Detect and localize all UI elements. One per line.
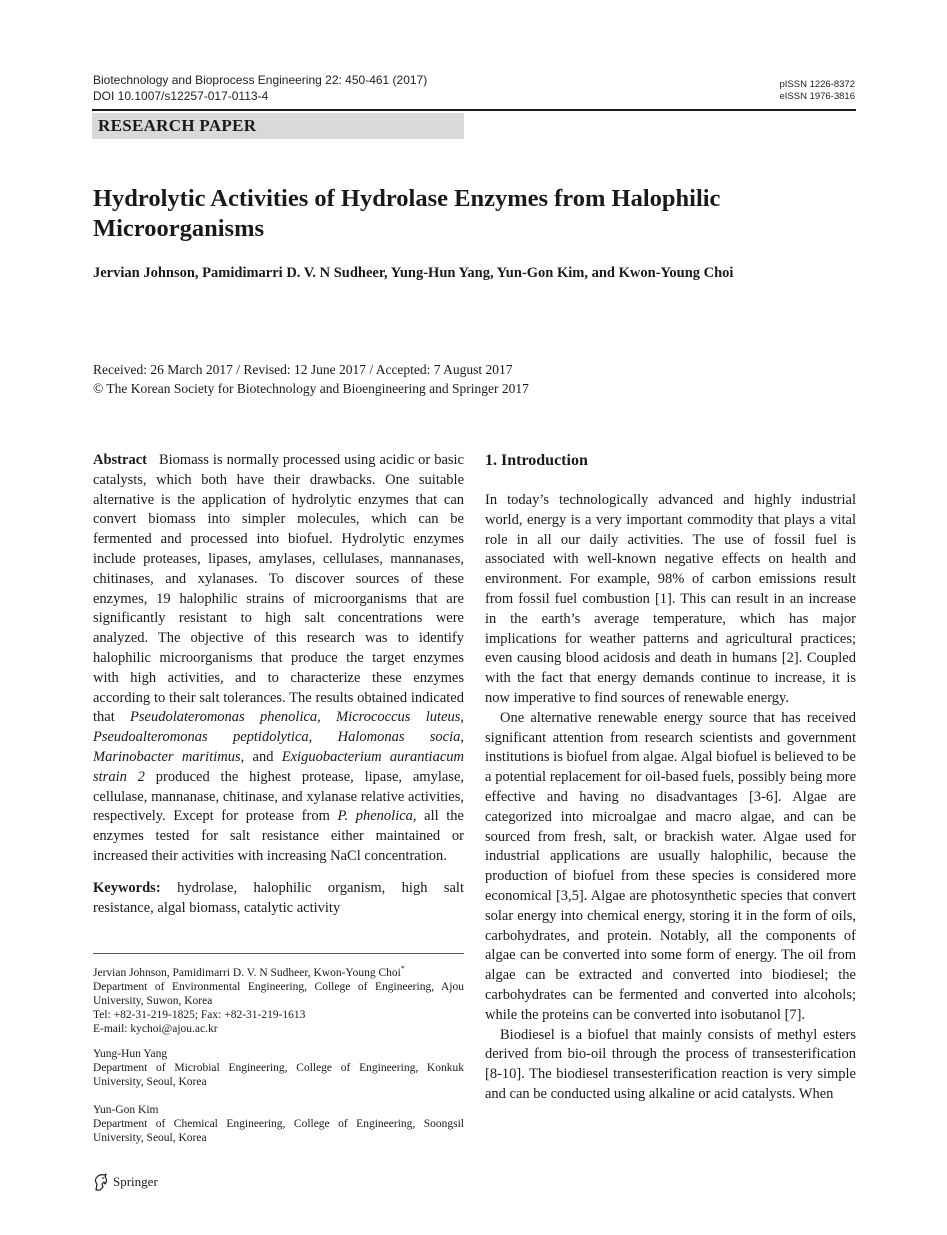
left-column xyxy=(93,451,464,918)
species-name: Halomonas socia, xyxy=(337,729,464,746)
affiliation-3 xyxy=(93,1103,464,1145)
journal-citation: Biotechnology and Bioprocess Engineering 22: 450-461 (2017) xyxy=(93,73,428,87)
abstract-text: produced the highest protease, lipase, amylase, cellulase, mannanase, chitinase, and xylanase relative activities, respectively. Except for protease from xyxy=(93,768,465,825)
abstract-text: Biomass is normally processed using acidic or basic catalysts, which both have their drawbacks. One suitable alternative is the application of hydrolytic enzymes that can convert biomass into simpler molecules, which can be fermented and processed into biofuel. Hydrolytic enzymes include proteases, lipases, amylases, cellulases, mannanases, chitinases, and xylanases. To discover sources of these enzymes, 19 halophilic strains of microorganisms that are significantly resistant to high salt concentrations were analyzed. The objective of this research was to identify halophilic microorganisms that produce the target enzymes with high activities, and to characterize these enzymes according to their salt tolerances. The results obtained indicated that xyxy=(93,452,464,726)
article-type-banner xyxy=(92,113,464,139)
separator: , xyxy=(317,709,337,726)
publisher-logo xyxy=(93,1173,158,1191)
affiliation-dept: Department of Microbial Engineering, College of Engineering, Konkuk University, Seoul, Korea xyxy=(93,1062,464,1088)
species-name: Pseudoalteromonas peptidolytica xyxy=(93,729,309,746)
doi: DOI 10.1007/s12257-017-0113-4 xyxy=(93,89,269,103)
affiliation-names: Yun-Gon Kim xyxy=(93,1104,159,1116)
keywords xyxy=(93,879,464,919)
springer-horse-icon xyxy=(93,1173,109,1191)
pissn: pISSN 1226-8372 xyxy=(779,79,855,90)
affiliation-dept: Department of Environmental Engineering, College of Engineering, Ajou University, Suwon, Korea xyxy=(93,980,464,1007)
species-name: Exiguobacterium aurantiacum strain 2 xyxy=(93,748,464,785)
keywords-label: Keywords: xyxy=(93,879,161,896)
issn-block xyxy=(779,79,855,103)
header-rule xyxy=(92,109,856,111)
affiliation-dept: Department of Chemical Engineering, College of Engineering, Soongsil University, Seoul, Korea xyxy=(93,1118,464,1144)
eissn: eISSN 1976-3816 xyxy=(779,91,855,102)
abstract xyxy=(93,451,464,867)
separator: , xyxy=(460,709,464,726)
intro-paragraph-2: One alternative renewable energy source that has received significant attention from research scientists and government institutions is biofuel from algae. Algal biofuel is believed to be a potential replacement for oil-based fuels, possibly being more effective and having no disadvantages [3-6]. Algae are categorized into microalgae and macro algae, and can be sourced from fresh, salt, or brackish water. Algae used for industrial applications are usually halophilic, because the production of biofuel from these species is considered more economical [3,5]. Algae are photosynthetic species that convert solar energy into chemical energy, storing it in the form of oils, carbohydrates, and protein. Notably, all the components of algae can be converted into some form of energy. The oil from algae can be extracted and converted into biodiesel; the carbohydrates can be fermented and converted into alcohols; while the proteins can be converted into isobutanol [7]. xyxy=(485,709,856,1023)
abstract-text: , all the enzymes tested for salt resistance either maintained or increased their activities with increasing NaCl concentration. xyxy=(93,808,464,864)
species-name: Micrococcus luteus xyxy=(336,709,461,726)
affiliation-2 xyxy=(93,1047,464,1089)
article-type-label: RESEARCH PAPER xyxy=(98,116,257,135)
intro-paragraph-3: Biodiesel is a biofuel that mainly consists of methyl esters derived from bio-oil through the process of transesterification [8-10]. The biodiesel transesterification reaction is very simple and can be conducted using alkaline or acid catalysts. When xyxy=(485,1026,856,1102)
publisher-name: Springer xyxy=(113,1174,158,1189)
received-dates: Received: 26 March 2017 / Revised: 12 June 2017 / Accepted: 7 August 2017 xyxy=(93,362,513,377)
copyright-line: © The Korean Society for Biotechnology and Bioengineering and Springer 2017 xyxy=(93,381,529,396)
author-list: Jervian Johnson, Pamidimarri D. V. N Sudheer, Yung-Hun Yang, Yun-Gon Kim, and Kwon-Young Choi xyxy=(93,265,734,281)
affiliation-names: Jervian Johnson, Pamidimarri D. V. N Sudheer, Kwon-Young Choi xyxy=(93,966,401,979)
affiliation-rule xyxy=(93,953,464,954)
intro-paragraph-1: In today’s technologically advanced and highly industrial world, energy is a very important commodity that plays a vital role in all our daily activities. The use of fossil fuel is associated with well-known negative effects on health and environment. For example, 98% of carbon emissions result from fossil fuel combustion [1]. This can result in an increase in the earth’s average temperature, which has major implications for weather patterns and agricultural practices; even causing blood acidosis and death in humans [2]. Coupled with the fact that energy demands continue to increase, it is now imperative to find sources of renewable energy. xyxy=(485,492,856,706)
affiliation-email: E-mail: kychoi@ajou.ac.kr xyxy=(93,1022,218,1035)
separator: , and xyxy=(240,748,282,765)
right-column xyxy=(485,451,856,1105)
corresponding-mark: * xyxy=(400,964,405,973)
journal-header xyxy=(93,72,427,104)
article-history xyxy=(93,360,693,398)
affiliation-tel: Tel: +82-31-219-1825; Fax: +82-31-219-1613 xyxy=(93,1008,306,1021)
affiliation-1 xyxy=(93,962,464,1036)
affiliation-names: Yung-Hun Yang xyxy=(93,1048,168,1060)
species-name: Marinobacter maritimus xyxy=(93,748,241,765)
abstract-label: Abstract xyxy=(93,452,147,468)
keywords-text: hydrolase, halophilic organism, high salt resistance, algal biomass, catalytic activity xyxy=(93,879,464,916)
separator: , xyxy=(308,729,338,746)
species-name: P. phenolica xyxy=(337,808,413,825)
section-heading: 1. Introduction xyxy=(485,452,588,469)
species-name: Pseudolateromonas phenolica xyxy=(130,709,318,726)
article-title: Hydrolytic Activities of Hydrolase Enzymes from Halophilic Microorganisms xyxy=(93,185,721,242)
